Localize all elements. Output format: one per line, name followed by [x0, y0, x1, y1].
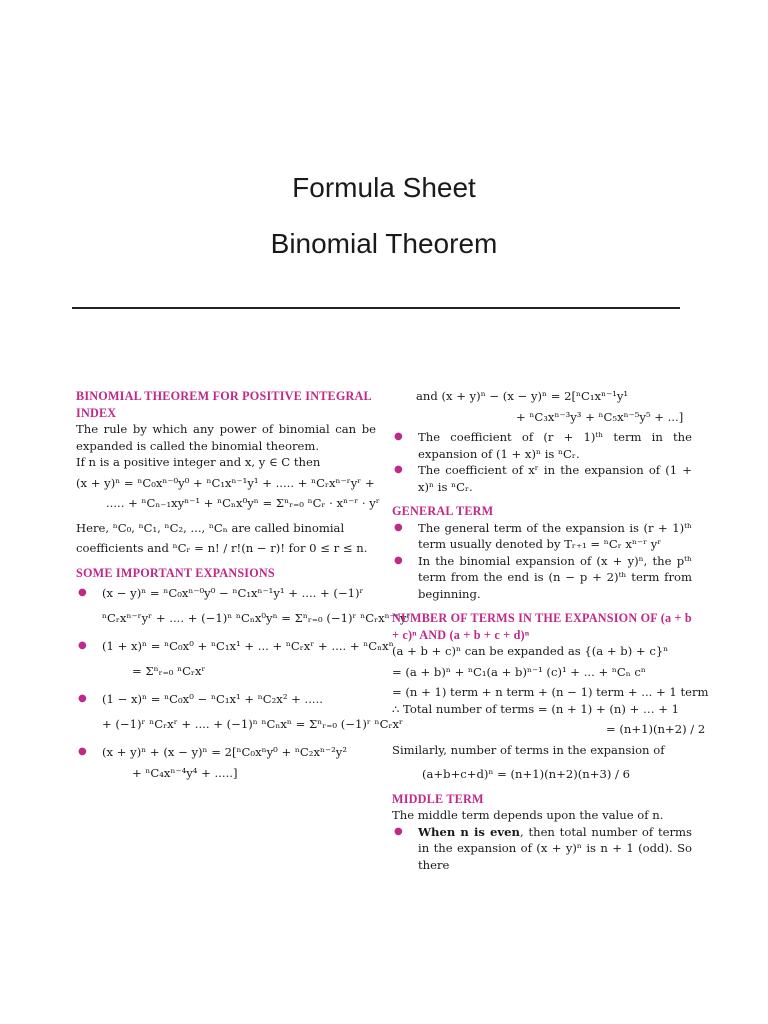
coefficient-term-text: The coefficient of (r + 1)ᵗʰ term in the expansion of (1 + x)ⁿ is ⁿCᵣ. [418, 430, 692, 461]
total-terms-text: ∴ Total number of terms = (n + 1) + (n) + … + 1 [392, 701, 680, 716]
title-divider [72, 307, 680, 309]
list-item [392, 429, 692, 462]
equation-sum-line2: + ⁿC₄xⁿ⁻⁴y⁴ + .....] [132, 765, 238, 780]
equation-x-minus-y-line2: ⁿCᵣxⁿ⁻ʳyʳ + .... + (−1)ⁿ ⁿCₙx⁰yⁿ = Σⁿᵣ₌₀ (−1)ʳ ⁿCᵣxⁿ⁻ʳyʳ [102, 610, 411, 625]
even-case-rest: , then total number of terms in the expansion of (x + y)ⁿ is n + 1 (odd). So there [418, 824, 692, 872]
bullet-icon: ● [78, 640, 87, 651]
bullet-icon: ● [78, 746, 87, 757]
bullet-icon: ● [394, 825, 403, 837]
list-item [392, 462, 692, 495]
paragraph-coefficients: Here, ⁿC₀, ⁿC₁, ⁿC₂, ..., ⁿCₙ are called binomial [76, 520, 345, 535]
paragraph-condition: If n is a positive integer and x, y ∈ C then [76, 455, 321, 469]
list-item [76, 691, 404, 732]
expand-abc-text: (a + b + c)ⁿ can be expanded as {(a + b) + c}ⁿ [392, 644, 669, 658]
expand-abc-step1: = (a + b)ⁿ + ⁿC₁(a + b)ⁿ⁻¹ (c)¹ + ... + ⁿCₙ cⁿ [392, 664, 646, 679]
bullet-icon: ● [394, 554, 403, 566]
list-item [76, 744, 376, 781]
page-subtitle: Binomial Theorem [270, 228, 498, 259]
bullet-icon: ● [394, 464, 403, 475]
list-item [76, 638, 394, 679]
equation-ncr: coefficients and ⁿCᵣ = n! / r!(n − r)! for 0 ≤ r ≤ n. [76, 541, 368, 555]
pth-term-text: In the binomial expansion of (x + y)ⁿ, the pᵗʰ term from the end is (n − p + 2)ᵗʰ term from beginning. [418, 553, 692, 601]
equation-expansion-line2: ..... + ⁿCₙ₋₁xyⁿ⁻¹ + ⁿCₙx⁰yⁿ = Σⁿᵣ₌₀ ⁿCᵣ · xⁿ⁻ʳ · yʳ [106, 496, 380, 510]
even-case-text [418, 824, 692, 874]
middle-term-text: The middle term depends upon the value of n. [392, 808, 664, 822]
list-item [392, 824, 692, 874]
total-terms-formula: = (n+1)(n+2) / 2 [606, 722, 706, 736]
list-item [392, 520, 692, 553]
list-item [76, 585, 411, 626]
bullet-icon: ● [78, 587, 87, 598]
equation-one-minus-x-line1: (1 − x)ⁿ = ⁿC₀x⁰ − ⁿC₁x¹ + ⁿC₂x² + ..... [102, 692, 323, 706]
general-term-text: The general term of the expansion is (r + 1)ᵗʰ term usually denoted by Tᵣ₊₁ = ⁿCᵣ xⁿ⁻ʳ yʳ [418, 520, 692, 551]
bullet-icon: ● [394, 431, 403, 442]
heading-general-term: GENERAL TERM [392, 504, 494, 518]
heading-middle-term: MIDDLE TERM [392, 791, 484, 806]
similarly-text: Similarly, number of terms in the expansion of [392, 742, 665, 757]
right-column [392, 388, 709, 873]
equation-one-plus-x-line2: = Σⁿᵣ₌₀ ⁿCᵣxʳ [132, 663, 206, 678]
page-title: Formula Sheet [292, 172, 476, 203]
equation-expansion-line1: (x + y)ⁿ = ⁿC₀xⁿ⁻⁰y⁰ + ⁿC₁xⁿ⁻¹y¹ + ..... + ⁿCᵣxⁿ⁻ʳyʳ + [76, 475, 375, 490]
even-case-lead: When n is even [418, 824, 520, 839]
heading-important-expansions: SOME IMPORTANT EXPANSIONS [76, 565, 275, 580]
equation-one-minus-x-line2: + (−1)ʳ ⁿCᵣxʳ + .... + (−1)ⁿ ⁿCₙxⁿ = Σⁿᵣ₌₀ (−1)ʳ ⁿCᵣxʳ [102, 716, 404, 731]
equation-difference-line2: + ⁿC₃xⁿ⁻³y³ + ⁿC₅xⁿ⁻⁵y⁵ + ...] [516, 409, 684, 424]
coefficient-xr-text: The coefficient of xʳ in the expansion of (1 + x)ⁿ is ⁿCᵣ. [418, 463, 692, 494]
bullet-icon: ● [78, 693, 87, 704]
heading-positive-integral-index: BINOMIAL THEOREM FOR POSITIVE INTEGRAL INDEX [76, 389, 372, 420]
paragraph-rule: The rule by which any power of binomial can be expanded is called the binomial theorem. [76, 422, 376, 453]
equation-difference-line1: and (x + y)ⁿ − (x − y)ⁿ = 2[ⁿC₁xⁿ⁻¹y¹ [416, 389, 629, 403]
equation-sum-line1: (x + y)ⁿ + (x − y)ⁿ = 2[ⁿC₀xⁿy⁰ + ⁿC₂xⁿ⁻²y² [102, 745, 347, 759]
heading-number-of-terms: NUMBER OF TERMS IN THE EXPANSION OF (a + b + c)ⁿ AND (a + b + c + d)ⁿ [392, 611, 692, 642]
abcd-terms-formula: (a+b+c+d)ⁿ = (n+1)(n+2)(n+3) / 6 [422, 767, 631, 781]
equation-x-minus-y-line1: (x − y)ⁿ = ⁿC₀xⁿ⁻⁰y⁰ − ⁿC₁xⁿ⁻¹y¹ + .... + (−1)ʳ [102, 586, 364, 600]
list-item [392, 553, 692, 603]
bullet-icon: ● [394, 521, 403, 533]
expand-abc-step2: = (n + 1) term + n term + (n − 1) term + ... + 1 term [392, 685, 709, 699]
left-column [76, 388, 411, 781]
equation-one-plus-x-line1: (1 + x)ⁿ = ⁿC₀x⁰ + ⁿC₁x¹ + ... + ⁿCᵣxʳ + .... + ⁿCₙxⁿ [102, 639, 394, 653]
